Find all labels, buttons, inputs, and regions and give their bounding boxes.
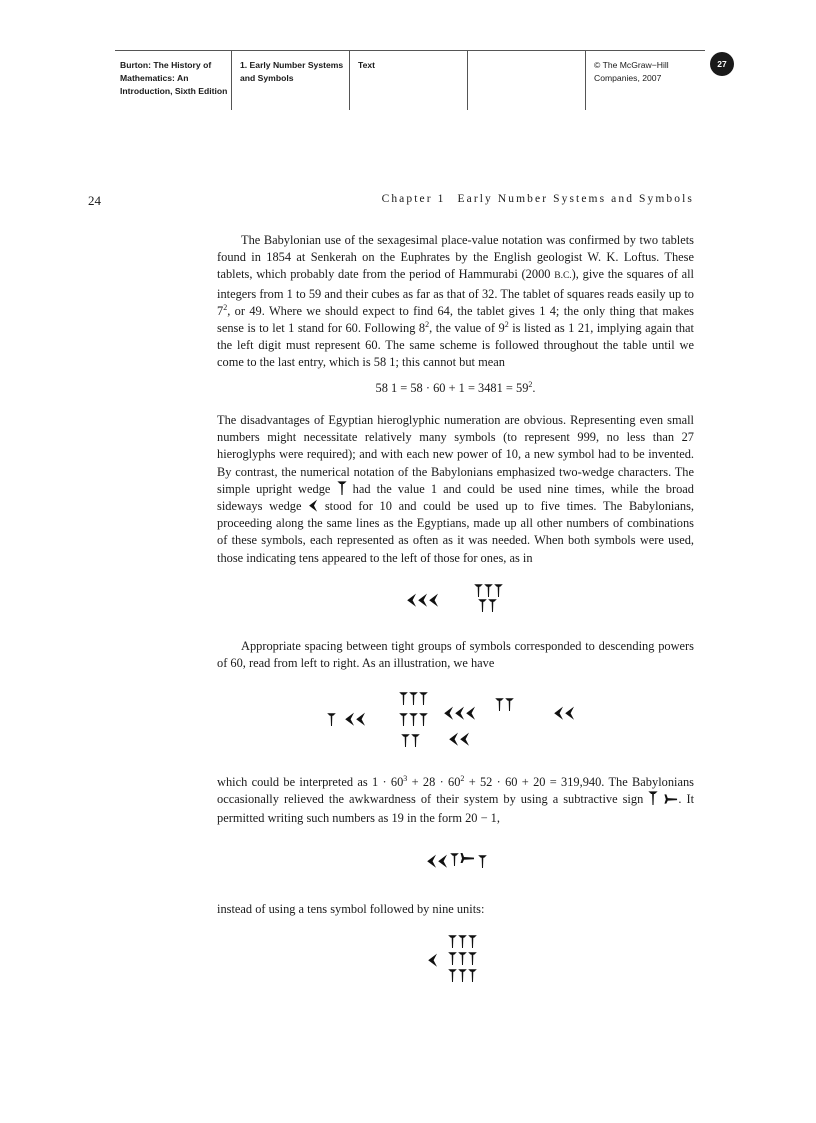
running-head <box>382 193 694 205</box>
header-book-title <box>120 50 230 110</box>
paragraph-disadvantages: The disadvantages of Egyptian hieroglyphic numeration are obvious. Representing even small numbers might necessitate relatively many symbols (to represent 999, no less than 27 hieroglyphs were required); and with each new power of 10, a new symbol had to be invented. By contrast, the numerical notation of the Babylonians emphasized two-wedge characters. The simple upright wedge had the value 1 and could be used nine times, while the broad sideways wedge stood for 10 and could be used up to five times. The Babylonians, proceeding along the same lines as the Egyptians, made up all other numbers of combinations of these symbols, each represented as often as it was needed. When both symbols were used, those indicating tens appeared to the left of those for ones, as in <box>217 413 694 565</box>
subtractive-sign <box>648 791 678 810</box>
header-book-line: Introduction, Sixth Edition <box>120 86 228 96</box>
cuneiform-nineteen-subtractive <box>426 851 506 871</box>
header-book-line: Mathematics: An <box>120 73 189 83</box>
header-publisher-line: © The McGraw−Hill <box>594 60 669 70</box>
equation-58-1: 58 $1 = 58 \cdot 60 + 1 = 3481 = 59^2$. <box>375 380 536 395</box>
header-publisher-line: Companies, 2007 <box>594 73 662 83</box>
upright-wedge-icon <box>337 481 347 495</box>
header-publisher <box>585 50 700 110</box>
header-chapter <box>231 50 346 110</box>
pdf-page-badge: 27 <box>710 52 734 76</box>
sideways-wedge-icon <box>308 499 318 512</box>
paragraph-interpretation: which could be interpreted as $1 \cdot 60^3 + 28 \cdot 60^2 + 52 \cdot 60 + 20 = 319,940$. The Babylonians occasionally relieved the awkwardness of their system by using a subtractive sign . It permitted writing such numbers as 19 in the form 20 − 1, <box>217 774 695 826</box>
subtractive-upright-wedge-icon <box>648 791 658 805</box>
subtractive-sign-icon <box>664 793 678 805</box>
running-head-title: Early Number Systems and Symbols <box>457 193 694 205</box>
page-number: 24 <box>88 193 101 208</box>
header-book-line: Burton: The History of <box>120 60 212 70</box>
paragraph-nine-units: instead of using a tens symbol followed by nine units: <box>217 902 485 916</box>
header-blank-cell <box>467 50 583 110</box>
header-section-label: Text <box>358 60 376 70</box>
header-chapter-line: and Symbols <box>240 73 294 83</box>
header-chapter-line: 1. Early Number Systems <box>240 60 344 70</box>
paragraph-tablets: The Babylonian use of the sexagesimal place-value notation was confirmed by two tablets found in 1854 at Senkerah on the Euphrates by the English geologist W. K. Loftus. These tablets, which probably date from the period of Hammurabi (2000 B.C.), give the squares of all integers from 1 to 59 and their cubes as far as that of 32. The tablet of squares reads easily up to $7^2$, or 49. Where we should expect to find 64, the tablet gives 1 4; the only thing that makes sense is to let 1 stand for 60. Following $8^2$, the value of $9^2$ is listed as 1 21, implying again that the left digit must represent 60. The same scheme is followed throughout the table until we come to the last entry, which is 58 1; this cannot but mean <box>217 233 695 370</box>
cuneiform-thirty-five <box>406 584 516 624</box>
header-section <box>349 50 465 110</box>
running-head-chapter: Chapter 1 <box>381 193 446 205</box>
paragraph-spacing: Appropriate spacing between tight groups of symbols corresponded to descending powers of 60, read from left to right. As an illustration, we have <box>217 639 694 671</box>
cuneiform-sexagesimal-example <box>327 692 597 757</box>
cuneiform-nineteen-additive <box>427 935 497 987</box>
